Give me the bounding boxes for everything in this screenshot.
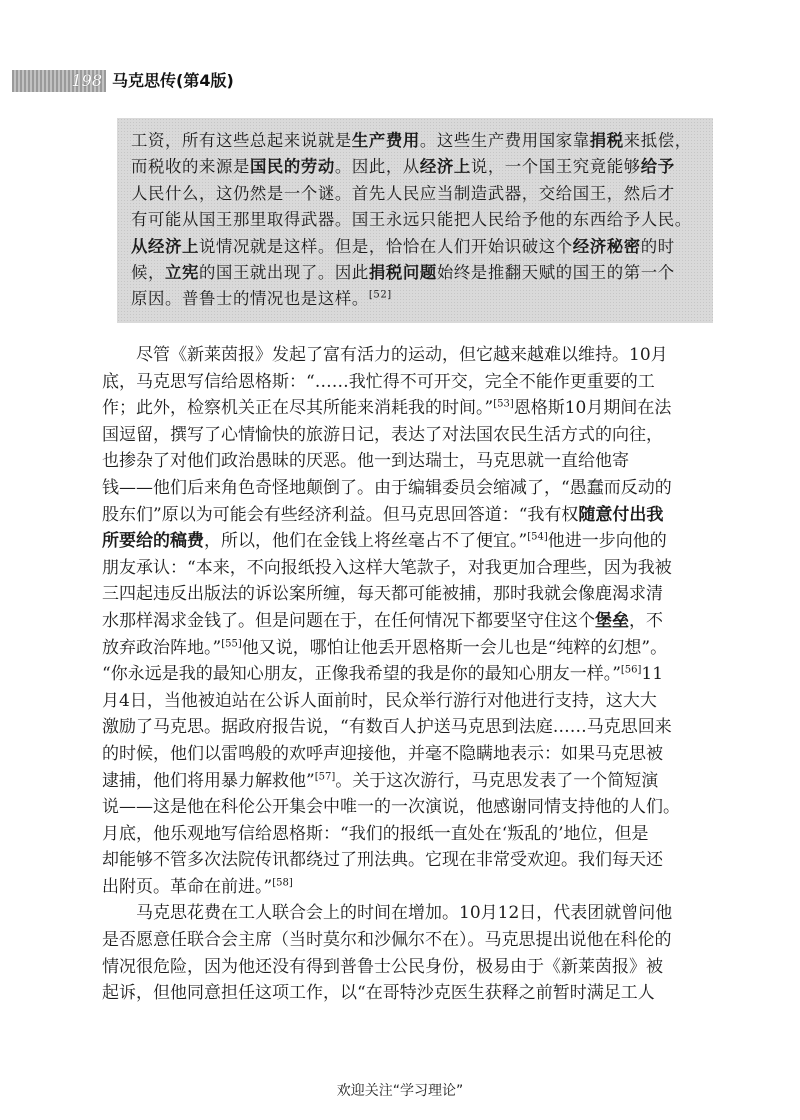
text-line [102,395,722,422]
text-line [102,768,722,795]
text-run: 股东们”原以为可能会有些经济利益。但马克思回答道：“我有权 [102,504,579,525]
text-run: 候， [131,262,165,282]
text-run: ，不 [629,610,663,631]
text-run: 的时 [640,236,675,256]
text-run: 三四起违反出版法的诉讼案所缠，每天都可能被捕，那时我就会像鹿渴求清 [102,584,663,605]
text-run: 水那样渴求金钱了。但是问题在于，在任何情况下都要坚守住这个 [102,610,595,631]
emphasis-text: 随意付出我 [578,504,664,525]
page-number: 198 [71,71,102,90]
text-run: 他进一步向他的 [547,531,667,552]
text-run: 作；此外，检察机关正在尽其所能来消耗我的时间。” [102,398,494,419]
text-run: ，所以，他们在金钱上将丝毫占不了便宜。” [204,531,528,552]
text-run: 。因此，从 [334,157,420,177]
text-run: 工资，所有这些总起来说就是 [131,131,352,150]
emphasis-text: 所要给的稿费 [102,531,204,552]
running-header [0,68,800,94]
text-line [102,528,722,555]
emphasis-text: 立宪 [164,262,199,282]
quote-line [131,128,699,154]
text-run: 激励了马克思。据政府报告说，“有数百人护送马克思到法庭……马克思回来 [102,717,672,738]
text-run: 有可能从国王那里取得武器。国王永远只能把人民给予他的东西给予人民。 [131,210,692,230]
text-line [102,900,722,927]
text-run: 11 [641,664,664,685]
text-line [102,821,722,848]
footer-note: 欢迎关注“学习理论” [336,1083,464,1099]
text-run: 起诉，但他同意担任这项工作，以“在哥特沙克医生获释之前暂时满足工人 [102,983,655,1004]
text-run: 始终是推翻天赋的国王的第一个 [436,262,675,282]
text-run: 出附页。革命在前进。” [102,876,273,897]
text-line [102,741,722,768]
footnote-ref: [55] [221,637,242,649]
text-run: 来抵偿， [623,131,692,150]
text-line [102,342,722,369]
text-line [102,502,722,529]
text-run: 朋友承认：“本来，不向报纸投入这样大笔款子，对我更加合理些，因为我被 [102,557,672,578]
text-run: 的时候，他们以雷鸣般的欢呼声迎接他，并毫不隐瞒地表示：如果马克思被 [102,743,663,764]
text-run: 国逗留，撰写了心情愉快的旅游日记，表达了对法国农民生活方式的向往， [102,424,663,445]
block-quote [117,118,713,323]
text-run: 也掺杂了对他们政治愚昧的厌恶。他一到达瑞士，马克思就一直给他寄 [102,451,629,472]
text-line [102,714,722,741]
text-run: 是否愿意任联合会主席（当时莫尔和沙佩尔不在）。马克思提出说他在科伦的 [102,930,672,951]
text-line [102,635,722,662]
text-line [102,608,722,635]
text-run: 钱——他们后来角色奇怪地颠倒了。由于编辑委员会缩减了，“愚蠢而反动的 [102,477,672,498]
emphasis-text: 经济上 [419,157,471,177]
text-line [102,688,722,715]
text-run: 的国王就出现了。因此 [198,262,369,282]
text-run: 说——这是他在科伦公开集会中唯一的一次演说，他感谢同情支持他的人们。 [102,797,680,818]
text-run: 却能够不管多次法院传讯都绕过了刑法典。它现在非常受欢迎。我们每天还 [102,850,663,871]
text-line [102,980,722,1007]
text-run: 说情况就是这样。但是，恰恰在人们开始识破这个 [198,236,573,256]
footnote-ref: [56] [620,664,642,676]
text-run: 马克思花费在工人联合会上的时间在增加。10月12日，代表团就曾问他 [136,903,673,924]
text-run: 。关于这次游行，马克思发表了一个简短演 [335,770,659,791]
text-line [102,448,722,475]
text-line [102,954,722,981]
text-run: 逮捕，他们将用暴力解救他” [102,770,315,791]
text-line [102,661,722,688]
text-line [102,794,722,821]
emphasis-text: 给予 [640,157,675,177]
text-run: 原因。普鲁士的情况也是这样。 [131,289,369,309]
quote-line [131,234,699,260]
text-run: 说，一个国王究竟能够 [470,157,641,177]
text-run: 。这些生产费用国家靠 [419,131,590,150]
footnote-ref: [57] [314,770,336,782]
text-run: 情况很危险，因为他还没有得到普鲁士公民身份，极易由于《新莱茵报》被 [102,956,663,977]
text-run: 而税收的来源是 [131,157,250,177]
emphasis-text: 捐税 [589,131,624,150]
text-run: “你永远是我的最知心朋友，正像我希望的我是你的最知心朋友一样。” [102,664,621,685]
text-run: 放弃政治阵地。” [102,637,222,658]
text-run: 底，马克思写信给恩格斯：“……我忙得不可开交，完全不能作更重要的工 [102,371,655,392]
emphasis-text: 堡垒 [595,610,629,631]
footnote-ref: [52] [368,289,392,301]
quote-line [131,181,699,207]
text-line [102,874,722,901]
footnote-ref: [54] [527,531,548,543]
text-line [102,927,722,954]
text-run: 月底，他乐观地写信给恩格斯：“我们的报纸一直处在‘叛乱的’地位，但是 [102,823,649,844]
emphasis-text: 生产费用 [351,131,420,150]
text-line [102,581,722,608]
text-line [102,475,722,502]
text-run: 尽管《新莱茵报》发起了富有活力的运动，但它越来越难以维持。10月 [136,345,668,365]
text-run: 恩格斯10月期间在法 [513,398,672,419]
body-text [102,342,722,1007]
quote-line [131,207,699,233]
text-line [102,555,722,582]
text-run: 人民什么，这仍然是一个谜。首先人民应当制造武器，交给国王，然后才 [131,183,675,203]
footnote-ref: [53] [493,398,514,410]
book-title: 马克思传(第4版) [112,71,234,90]
text-run: 他又说，哪怕让他丢开恩格斯一会儿也是“纯粹的幻想”。 [241,637,668,658]
emphasis-text: 捐税问题 [368,262,437,282]
text-line [102,847,722,874]
text-line [102,422,722,449]
emphasis-text: 国民的劳动 [249,157,335,177]
text-line [102,369,722,396]
footnote-ref: [58] [272,877,293,889]
emphasis-text: 经济秘密 [572,236,641,256]
quote-line [131,260,699,286]
quote-line [131,154,699,180]
emphasis-text: 从经济上 [131,236,199,256]
text-run: 月4日，当他被迫站在公诉人面前时，民众举行游行对他进行支持，这大大 [102,690,657,711]
quote-line [131,286,699,312]
